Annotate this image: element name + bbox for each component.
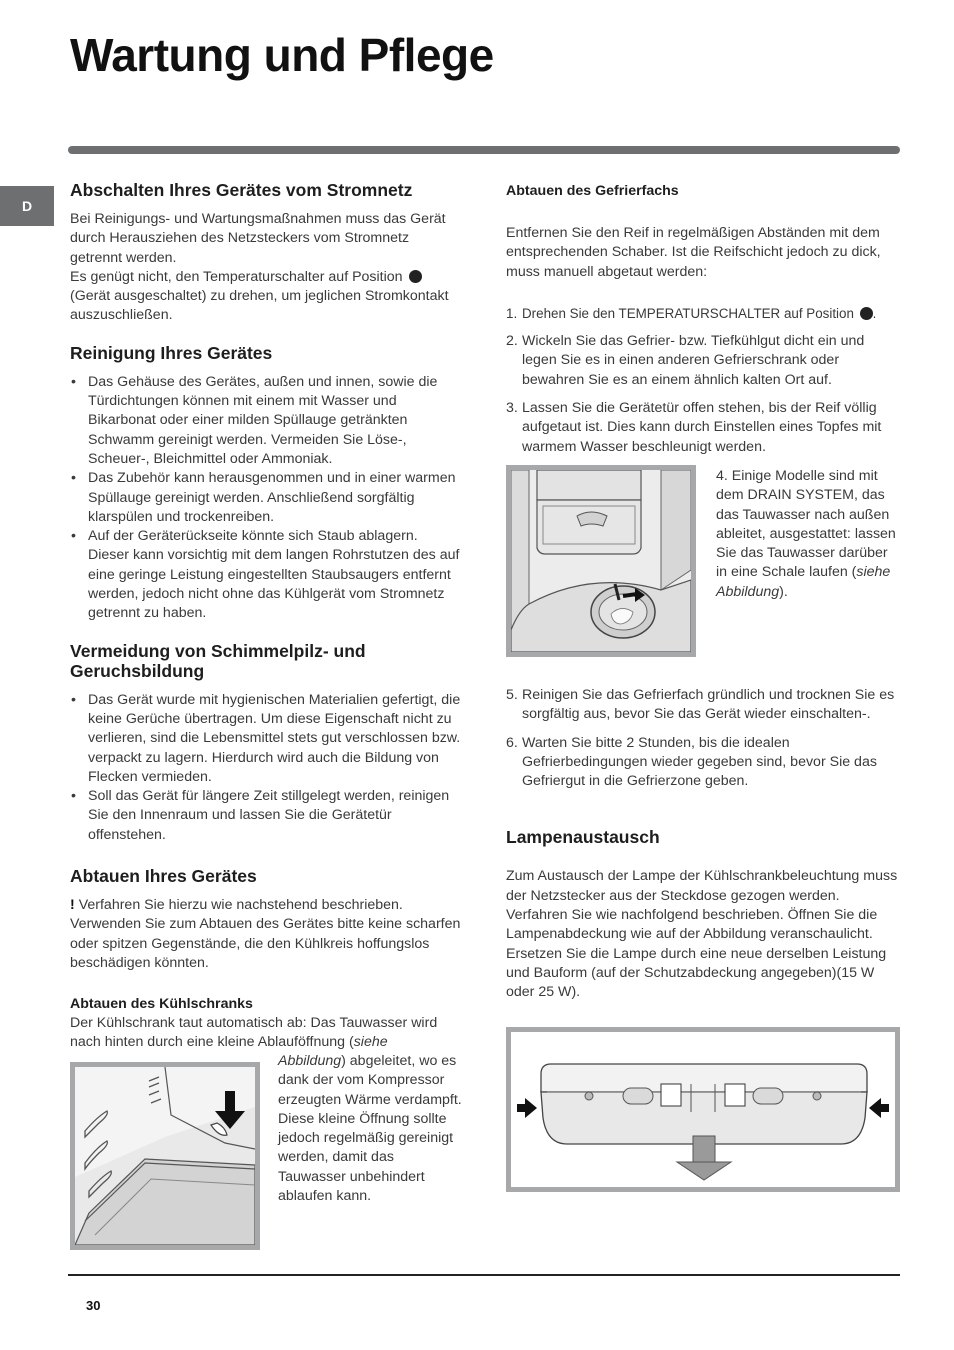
- list-item: [506, 304, 900, 323]
- step-text: Reinigen Sie das Gefrierfach gründlich und trocknen Sie es sorgfältig aus, bevor Sie das Gerät wieder einschalten-.: [522, 687, 895, 723]
- list-item: • Das Gerät wurde mit hygienischen Materialien gefertigt, die keine Gerüche übertragen. Um diese Eigenschaft nicht zu verlieren, sind die Lebensmittel stets gut verschlossen bzw. verpackt zu lagern. Hierdurch wird auch die Bildung von Flecken vermieden.: [70, 691, 462, 787]
- step-punct: .: [872, 305, 877, 321]
- fridge-defrost-block: [70, 1014, 462, 1053]
- lamp-paragraph: Zum Austausch der Lampe der Kühlschrankbeleuchtung muss der Netzstecker aus der Steckdose gezogen werden. Verfahren Sie wie nachfolgend beschrieben. Öffnen Sie die Lampenabdeckung wie auf der Abbildung veranschaulicht. Ersetzen Sie die Lampe durch eine neue derselben Leistung und Bauform (auf der Schutzabdeckung angegeben)(15 W oder 25 W).: [506, 868, 898, 1001]
- mould-list: [70, 691, 462, 845]
- page-title: Wartung und Pflege: [70, 29, 494, 81]
- cleaning-list: [70, 373, 462, 624]
- step-number: 5.: [506, 687, 518, 703]
- lamp-cover-illustration: [511, 1032, 895, 1187]
- fridge-defrost-continued: [278, 1052, 462, 1206]
- freezer-intro: Entfernen Sie den Reif in regelmäßigen Abständen mit dem entsprechenden Schaber. Ist die Reifschicht jedoch zu dick, muss manuell abgetaut werden:: [506, 225, 881, 280]
- step-text: Drehen Sie den TEMPERATURSCHALTER auf Position: [522, 305, 854, 321]
- list-item: [506, 686, 900, 725]
- list-item: [506, 734, 900, 792]
- page-number: 30: [86, 1298, 101, 1313]
- fridge-defrost-text-b: ) abgeleitet, wo es dank der vom Kompressor erzeugten Wärme verdampft. Diese kleine Öffnung sollte jedoch regelmäßig gereinigt werden, damit das Tauwasser unbehindert ablaufen kann.: [278, 1053, 462, 1205]
- fridge-drain-illustration: [75, 1067, 255, 1245]
- footer-rule: [68, 1274, 900, 1276]
- list-item: • Auf der Geräterückseite könnte sich Staub ablagern. Dieser kann vorsichtig mit dem langen Rohrstutzen des auf eine geringe Leistung eingestellten Staubsaugers entfernt werden, jedoch nicht ohne das Kühlgerät vom Stromnetz getrennt zu haben.: [70, 527, 462, 623]
- list-item: [506, 399, 900, 457]
- subheading-fridge-defrost: Abtauen des Kühlschranks: [70, 996, 253, 1013]
- figure-ref-text: Abbildung: [278, 1053, 342, 1069]
- step-4-block: [716, 467, 900, 602]
- see-figure-text: siehe Abbildung: [716, 564, 891, 600]
- step-number: 2.: [506, 333, 518, 350]
- list-item: • Das Zubehör kann herausgenommen und in einer warmen Spüllauge gereinigt werden. Anschließend sorgfältig klarspülen und trockenreiben.: [70, 469, 462, 527]
- defrost-paragraph: [70, 896, 462, 973]
- see-figure-text: siehe: [353, 1034, 388, 1051]
- off-position-dot-icon: [860, 307, 873, 320]
- right-column-lower: [506, 686, 900, 1003]
- right-column: [506, 182, 900, 457]
- left-column: [70, 180, 462, 1014]
- list-item: • Soll das Gerät für längere Zeit stillgelegt werden, reinigen Sie den Innenraum und lassen Sie die Gerätetür offenstehen.: [70, 787, 462, 845]
- heading-lamp: Lampenaustausch: [506, 827, 660, 848]
- disconnect-text-b: (Gerät ausgeschaltet) zu drehen, um jeglichen Stromkontakt auszuschließen.: [70, 288, 449, 324]
- lamp-replacement-figure: [506, 1027, 900, 1192]
- off-position-dot-icon: [409, 270, 422, 283]
- subheading-freezer-defrost: Abtauen des Gefrierfachs: [506, 183, 679, 199]
- step-text: Warten Sie bitte 2 Stunden, bis die idealen Gefrierbedingungen wieder gegeben sind, bevor Sie das Gefriergut in die Gefrierzone geben.: [522, 734, 877, 790]
- step-number: 6.: [506, 734, 518, 751]
- warning-icon: !: [70, 897, 75, 914]
- step-number: 3.: [506, 400, 518, 417]
- disconnect-paragraph-1: Bei Reinigungs- und Wartungsmaßnahmen muss das Gerät durch Herausziehen des Netzsteckers vom Stromnetz getrennt werden.: [70, 211, 446, 266]
- defrost-text: Verfahren Sie hierzu wie nachstehend beschrieben. Verwenden Sie zum Abtauen des Gerätes bitte keine scharfen oder spitzen Gegenstände, die den Kühlkreis hoffungslos beschädigen könnten.: [70, 897, 461, 971]
- title-divider-bar: [68, 146, 900, 154]
- disconnect-text-a: Es genügt nicht, den Temperaturschalter auf Position: [70, 268, 403, 285]
- fridge-defrost-wrap: [278, 1052, 462, 1206]
- heading-disconnect: Abschalten Ihres Gerätes vom Stromnetz: [70, 180, 413, 200]
- step-text: Lassen Sie die Gerätetür offen stehen, bis der Reif völlig aufgetaut ist. Dies kann durch Einstellen eines Topfes mit warmem Wasser beschleunigt werden.: [522, 400, 882, 455]
- fridge-defrost-intro: [70, 1014, 462, 1053]
- step-text: Wickeln Sie das Gefrier- bzw. Tiefkühlgut dicht ein und legen Sie es in einen anderen Gefrierschrank oder bewahren Sie es an einem ähnlich kalten Ort auf.: [522, 333, 865, 388]
- freezer-drain-illustration: [511, 470, 691, 652]
- language-tab: D: [0, 186, 54, 226]
- freezer-steps-continued: [506, 686, 900, 791]
- fridge-drain-figure: [70, 1062, 260, 1250]
- disconnect-paragraph-2: [70, 268, 462, 326]
- heading-cleaning: Reinigung Ihres Gerätes: [70, 342, 273, 363]
- heading-defrost: Abtauen Ihres Gerätes: [70, 866, 257, 887]
- list-item: [506, 332, 900, 390]
- freezer-steps: [506, 304, 900, 457]
- freezer-drain-figure: [506, 465, 696, 657]
- step-4-text: [716, 467, 900, 602]
- list-item: • Das Gehäuse des Gerätes, außen und innen, sowie die Türdichtungen können mit einem mit Wasser und Bikarbonat oder einer milden Spüllauge getränkten Schwamm gereinigt werden. Vermeiden Sie Löse-, Scheuer-, Bleichmittel oder Ammoniak.: [70, 373, 462, 469]
- fridge-defrost-text-a: Der Kühlschrank taut automatisch ab: Das Tauwasser wird nach hinten durch eine kleine Ablauföffnung (: [70, 1015, 438, 1051]
- step-punct: ).: [779, 583, 788, 600]
- heading-mould: Vermeidung von Schimmelpilz- und Geruchsbildung: [70, 640, 366, 681]
- step-text: 4. Einige Modelle sind mit dem DRAIN SYSTEM, das das Tauwasser nach außen ableitet, ausgestattet: lassen Sie das Tauwasser darüber in eine Schale laufen (: [716, 468, 896, 581]
- step-number: 1.: [506, 305, 518, 321]
